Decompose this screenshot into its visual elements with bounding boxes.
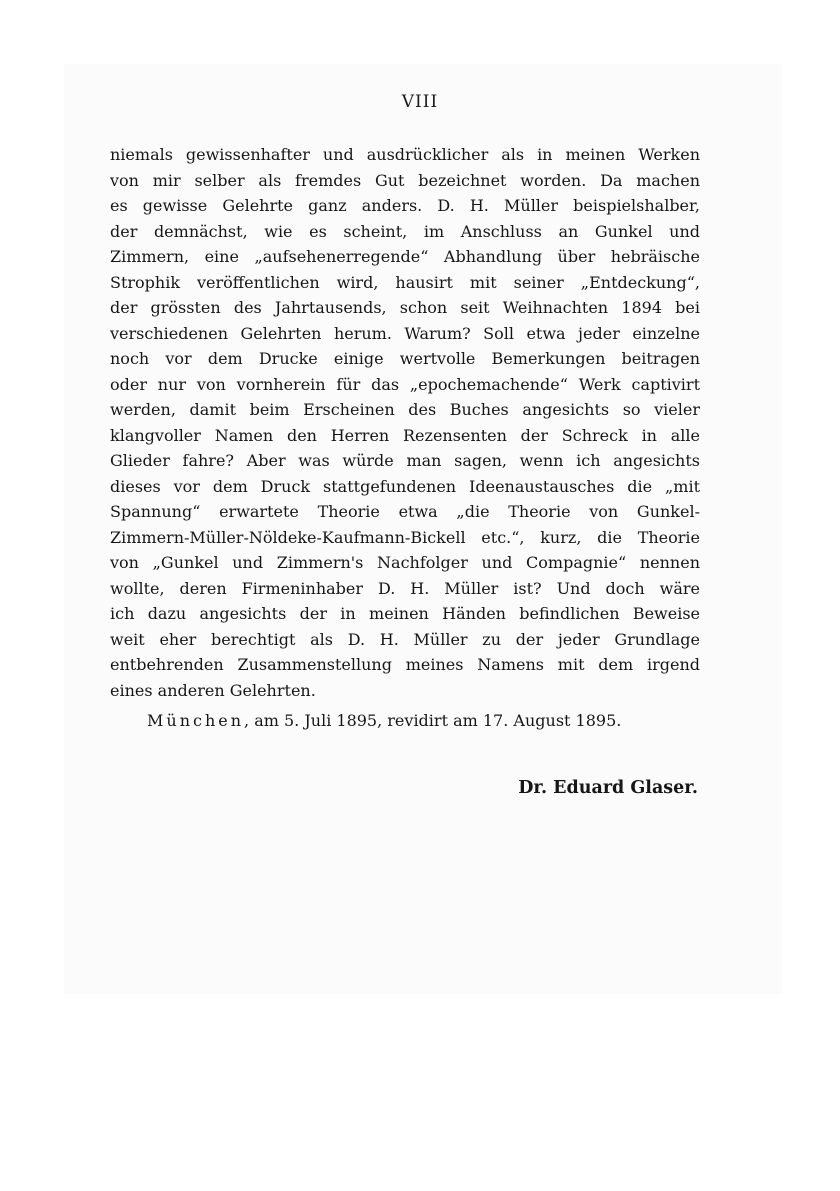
dateline-date: , am 5. Juli 1895, revidirt am 17. August 1895. bbox=[244, 711, 622, 730]
signature: Dr. Eduard Glaser. bbox=[518, 778, 698, 798]
page-number: VIII bbox=[401, 92, 439, 112]
text-line: Glieder fahre? Aber was würde man sagen, wenn ich angesichts bbox=[110, 451, 700, 470]
text-line: entbehrenden Zusammenstellung meines Namens mit dem irgend bbox=[110, 655, 700, 674]
text-line: dieses vor dem Druck stattgefundenen Ideenaustausches die „mit bbox=[110, 476, 700, 496]
text-line: von „Gunkel und Zimmern's Nachfolger und Compagnie“ nennen bbox=[110, 553, 700, 572]
text-line: von mir selber als fremdes Gut bezeichnet worden. Da machen bbox=[110, 170, 700, 190]
text-line-last: eines anderen Gelehrten. bbox=[110, 680, 316, 700]
text-line: Zimmern, eine „aufsehenerregende“ Abhandlung über hebräische bbox=[110, 247, 700, 266]
text-line: Strophik veröffentlichen wird, hausirt mit seiner „Entdeckung“, bbox=[110, 272, 700, 292]
text-line: oder nur von vornherein für das „epochemachende“ Werk captivirt bbox=[110, 374, 700, 394]
text-line: verschiedenen Gelehrten herum. Warum? Soll etwa jeder einzelne bbox=[110, 323, 700, 343]
text-line: noch vor dem Drucke einige wertvolle Bemerkungen beitragen bbox=[110, 349, 700, 368]
text-line: ich dazu angesichts der in meinen Händen befindlichen Beweise bbox=[110, 604, 700, 623]
text-line: werden, damit beim Erscheinen des Buches angesichts so vieler bbox=[110, 400, 700, 419]
body-paragraph bbox=[110, 142, 700, 703]
text-line: Zimmern-Müller-Nöldeke-Kaufmann-Bickell etc.“, kurz, die Theorie bbox=[110, 527, 700, 547]
text-line: niemals gewissenhafter und ausdrücklicher als in meinen Werken bbox=[110, 145, 700, 164]
dateline-place: München bbox=[147, 711, 245, 730]
text-line: der demnächst, wie es scheint, im Anschluss an Gunkel und bbox=[110, 221, 700, 241]
text-line: wollte, deren Firmeninhaber D. H. Müller ist? Und doch wäre bbox=[110, 578, 700, 598]
text-line: der grössten des Jahrtausends, schon seit Weihnachten 1894 bei bbox=[110, 298, 700, 317]
text-line: Spannung“ erwartete Theorie etwa „die Theorie von Gunkel- bbox=[110, 502, 700, 521]
text-line: klangvoller Namen den Herren Rezensenten der Schreck in alle bbox=[110, 425, 700, 445]
text-line: weit eher berechtigt als D. H. Müller zu der jeder Grundlage bbox=[110, 629, 700, 649]
text-line: es gewisse Gelehrte ganz anders. D. H. Müller beispielshalber, bbox=[110, 196, 700, 215]
dateline bbox=[147, 711, 621, 730]
